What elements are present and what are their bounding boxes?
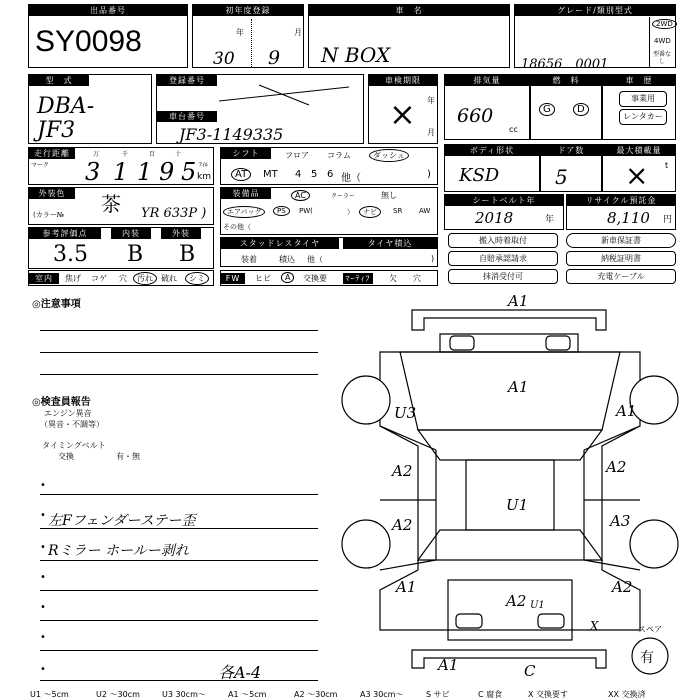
shift-box: [220, 147, 438, 185]
fuel-label: 燃 料: [531, 75, 601, 86]
tail-right: [538, 614, 564, 628]
bullet-5: •: [40, 602, 46, 613]
legend-a2: A2 ～30cm: [294, 690, 338, 699]
notes-line-3: [40, 374, 318, 375]
reg-chassis-box: [156, 74, 364, 144]
history-business: 事業用: [619, 91, 667, 107]
seatbelt-value: 2018: [475, 209, 514, 227]
marks-box: [220, 270, 438, 286]
reg-strike: [219, 81, 359, 111]
grade-label: グレード/類別型式: [515, 5, 675, 16]
eq-ac: AC: [291, 190, 310, 201]
tire-other: 他（: [307, 255, 323, 264]
equipment-label: 装備品: [221, 188, 271, 199]
legend-s: S サビ: [426, 690, 450, 699]
shift-dash: ダッシュ: [369, 149, 409, 162]
dmg-rear-c: C: [524, 662, 536, 680]
interior-value: B: [127, 242, 144, 267]
doc-jibai: 自賠承認請求: [448, 251, 558, 266]
history-label: 車 歴: [603, 75, 675, 86]
exterior-code: YR 633P ): [141, 206, 207, 221]
body-shape-value: KSD: [459, 165, 500, 186]
bullet-7: •: [40, 664, 46, 675]
drive-col: [649, 17, 676, 67]
opt-none: 型番なし: [652, 51, 671, 65]
dmg-lf-door: A2: [392, 462, 413, 480]
ref-eval-label: 参考評価点: [29, 228, 101, 239]
trans-other: 他（: [341, 173, 361, 184]
first-reg-box: [192, 4, 304, 68]
model-value: DBA-JF3: [37, 94, 95, 143]
report-line-4: [40, 590, 318, 591]
cabin-stain: シミ: [185, 272, 209, 285]
exterior-box: [28, 187, 214, 225]
lot-label: 出品番号: [29, 5, 187, 16]
mileage-unit: km: [197, 172, 211, 182]
recycle-value: 8,110: [607, 209, 650, 227]
recycle-unit: 円: [663, 215, 673, 225]
bullet-1: •: [40, 480, 46, 491]
interior-label: 内装: [111, 228, 151, 239]
mark-broken: 欠: [389, 274, 397, 283]
year-unit: 年: [236, 28, 244, 37]
max-load-value: ×: [625, 159, 649, 192]
timing-swap-opts: 有・無: [116, 452, 140, 461]
lot-box: [28, 4, 188, 68]
mileage-unit-top: ｱｲﾙ: [199, 162, 209, 169]
notes-line-1: [40, 330, 318, 331]
mileage-d5: 5: [181, 158, 197, 186]
fuel-g: G: [539, 103, 555, 116]
report-line-2: [40, 528, 318, 529]
tires-box: [220, 237, 438, 267]
tire-spare: 積込: [279, 255, 295, 264]
shift-column: コラム: [327, 151, 351, 160]
legend-a1: A1 ～5cm: [228, 690, 267, 699]
cabin-dirt: 汚れ: [133, 272, 157, 285]
inspection-label: 車検期限: [369, 75, 437, 86]
report-line-1: [40, 494, 318, 495]
car-name-label: 車 名: [309, 5, 509, 16]
doc-warranty: 新車保証書: [566, 233, 676, 248]
fuel-d: D: [573, 103, 589, 116]
bullet-2: •: [40, 510, 46, 521]
wheel-front-right: [630, 376, 678, 424]
doors-value: 5: [555, 165, 568, 189]
fw-label: FW: [221, 273, 245, 284]
notes-header: ◎注意事項: [32, 299, 81, 310]
remark-1: 左Fフェンダーステー歪: [48, 513, 196, 529]
bullet-3: •: [40, 542, 46, 553]
dmg-lr-door: A2: [392, 516, 413, 534]
martial-label: ﾏｰﾃｨﾌ: [343, 273, 373, 284]
fw-swap: 交換要: [303, 274, 327, 283]
first-reg-year: 30: [213, 49, 235, 69]
front-bumper: [412, 310, 606, 330]
max-load-box: [602, 144, 676, 192]
eq-pw-close: ）: [347, 208, 354, 216]
inspection-month-unit: 月: [427, 128, 435, 137]
dmg-trunk: A2: [506, 592, 527, 610]
cabin-box: [28, 270, 214, 286]
car-name-box: [308, 4, 510, 68]
grade-value: 18656 0001: [521, 57, 609, 72]
fw-crack: ヒビ: [255, 274, 271, 283]
windshield: [418, 430, 602, 460]
legend-u3: U3 30cm～: [162, 690, 206, 699]
eval-box: [28, 227, 214, 269]
tire-has: 装着: [241, 255, 257, 264]
mileage-d4: 9: [159, 158, 175, 186]
recycle-box: [566, 194, 676, 230]
first-reg-label: 初年度登録: [193, 5, 303, 16]
roof-panel: [466, 460, 554, 530]
bullet-6: •: [40, 632, 46, 643]
unit-ju: 十: [175, 151, 182, 158]
seatbelt-box: [444, 194, 564, 230]
month-unit: 月: [294, 28, 302, 37]
legend-a3: A3 30cm～: [360, 690, 404, 699]
equipment-box: [220, 187, 438, 235]
trans-close: ): [427, 169, 431, 180]
displacement-unit: cc: [509, 125, 518, 134]
opt-2wd: 2WD: [652, 19, 677, 29]
mileage-label: 走行距離: [29, 148, 75, 159]
shift-floor: フロア: [285, 151, 309, 160]
tire-close: ): [431, 254, 435, 263]
cabin-koge: コゲ: [91, 274, 107, 283]
doc-cancel: 抹消受付可: [448, 269, 558, 284]
rear-window: [418, 530, 602, 560]
eq-sr: SR: [393, 207, 403, 215]
dmg-hood: A1: [508, 378, 529, 396]
doors-box: [540, 144, 602, 192]
spare-value: 有: [640, 650, 654, 666]
trans-5: 5: [311, 169, 318, 180]
mileage-box: [28, 147, 214, 185]
exterior-grade-value: B: [179, 242, 196, 267]
car-diagram: [340, 290, 692, 690]
eq-other: その他（: [223, 223, 251, 231]
trunk: [448, 580, 572, 640]
notes-line-2: [40, 352, 318, 353]
bullet-4: •: [40, 572, 46, 583]
dmg-rear-bumper: A1: [438, 656, 459, 674]
dmg-front: A1: [508, 292, 529, 310]
mileage-marker: マーク: [31, 162, 50, 169]
body-shape-box: [444, 144, 540, 192]
eq-pw: PW(: [299, 207, 313, 215]
wheel-front-left: [342, 376, 390, 424]
dmg-trunk-sub: U1: [530, 600, 545, 611]
legend-u1: U1 ～5cm: [30, 690, 69, 699]
exterior-label: 外装色: [29, 188, 75, 199]
shift-label: シフト: [221, 148, 271, 159]
mileage-d2: 1: [113, 158, 129, 186]
seatbelt-unit: 年: [545, 215, 555, 225]
model-box: [28, 74, 152, 144]
timing-swap: 交換: [58, 452, 74, 461]
tail-left: [456, 614, 482, 628]
dmg-rr-door: A3: [610, 512, 631, 530]
eq-cooler: クーラー: [331, 193, 356, 200]
exterior-value: 茶: [101, 192, 121, 216]
stud-label: スタッドレスタイヤ: [221, 238, 339, 249]
unit-sen: 千: [122, 151, 129, 158]
eq-aw: AW: [419, 207, 431, 215]
dmg-rr-quarter: A2: [612, 578, 633, 596]
displacement-value: 660: [457, 105, 494, 127]
inspection-box: [368, 74, 438, 144]
timing-label: タイミングベルト: [42, 441, 106, 450]
legend-xx: XX 交換済: [608, 690, 646, 699]
body-shape-label: ボディ形状: [445, 145, 539, 156]
hood-outer: [440, 334, 578, 352]
remark-2: Rミラー ホールー剥れ: [48, 543, 189, 559]
legend-u2: U2 ～30cm: [96, 690, 140, 699]
unit-man: 万: [93, 151, 100, 158]
engine-sub: （異音・不調等）: [40, 420, 104, 429]
trans-6: 6: [327, 169, 334, 180]
dmg-lr-quarter: A1: [396, 578, 417, 596]
max-load-label: 最大積載量: [603, 145, 675, 156]
chassis-value: JF3-1149335: [179, 125, 284, 144]
cabin-hole: 穴: [119, 274, 127, 283]
mileage-d3: 1: [137, 158, 153, 186]
fuel-box: [530, 74, 602, 140]
mileage-d1: 3: [85, 158, 101, 186]
opt-4wd: 4WD: [654, 37, 671, 45]
max-load-unit: t: [665, 161, 669, 170]
report-line-5: [40, 620, 318, 621]
wheel-rear-right: [630, 520, 678, 568]
wheel-rear-left: [342, 520, 390, 568]
report-line-7: [40, 680, 318, 681]
recycle-label: リサイクル預託金: [567, 195, 675, 206]
eq-none: 無し: [381, 191, 397, 200]
history-box: [602, 74, 676, 140]
seatbelt-label: シートベルト年: [445, 195, 563, 206]
exterior-color-no: (カラー№: [33, 211, 65, 219]
displacement-box: [444, 74, 530, 140]
fw-a: A: [281, 272, 294, 283]
trans-mt: MT: [263, 169, 278, 180]
inspection-value: ×: [389, 95, 416, 133]
dmg-rf-door: A2: [606, 458, 627, 476]
spare-label: スペア: [638, 625, 662, 634]
inspection-year-unit: 年: [427, 96, 435, 105]
trans-at: AT: [231, 168, 251, 181]
dmg-rear-x: X: [590, 619, 599, 633]
engine-label: エンジン異音: [44, 409, 92, 418]
eq-ps: PS: [273, 206, 290, 216]
lot-number: SY0098: [35, 25, 142, 58]
door-line-left-3: [380, 560, 436, 570]
headlight-left: [450, 336, 474, 350]
report-line-3: [40, 560, 318, 561]
model-label: 型 式: [29, 75, 89, 86]
car-name-value: N BOX: [321, 43, 391, 67]
unit-hyaku: 百: [149, 151, 156, 158]
divider: [251, 19, 252, 67]
eq-navi: ナビ: [359, 206, 381, 218]
tire-load-label: タイヤ積込: [343, 238, 437, 249]
doors-label: ドア数: [541, 145, 601, 156]
exterior-grade-label: 外装: [161, 228, 201, 239]
doc-tax: 納税証明書: [566, 251, 676, 266]
legend-x: X 交換要す: [528, 690, 569, 699]
cabin-burn: 焦げ: [65, 274, 81, 283]
door-line-right-3: [584, 560, 640, 570]
eq-airbag: エアバッグ: [223, 206, 265, 218]
signature: 各A-4: [218, 663, 262, 682]
displacement-label: 排気量: [445, 75, 529, 86]
dmg-rf-fender: A1: [616, 402, 637, 420]
dmg-lf-fender: U3: [394, 404, 417, 422]
inspector-header: ◎検査員報告: [32, 397, 91, 408]
ref-eval-value: 3.5: [53, 242, 88, 267]
mark-hole: 穴: [413, 274, 421, 283]
doc-cable: 充電ケーブル: [566, 269, 676, 284]
report-line-6: [40, 650, 318, 651]
history-rental: レンタカー: [619, 109, 667, 125]
reg-no-label: 登録番号: [157, 75, 217, 86]
doc-carry: 搬入時着取付: [448, 233, 558, 248]
headlight-right: [546, 336, 570, 350]
cabin-tear: 破れ: [161, 274, 177, 283]
first-reg-month: 9: [268, 47, 281, 69]
legend-c: C 腐食: [478, 690, 503, 699]
trans-4: 4: [295, 169, 302, 180]
dmg-roof: U1: [506, 496, 529, 514]
chassis-label: 車台番号: [157, 111, 217, 122]
grade-box: [514, 4, 676, 72]
cabin-label: 室内: [29, 273, 59, 284]
